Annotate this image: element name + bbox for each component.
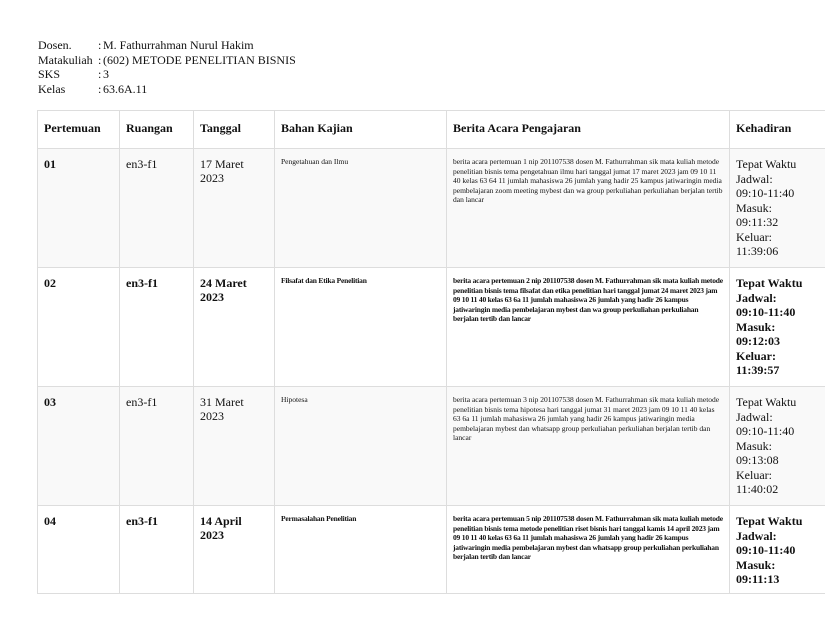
masuk-label: Masuk: bbox=[736, 200, 772, 215]
masuk-value: 09:13:08 bbox=[736, 453, 779, 467]
keluar-value: 11:39:57 bbox=[736, 363, 780, 377]
jadwal-value: 09:10-11:40 bbox=[736, 424, 795, 438]
header-kehadiran: Kehadiran bbox=[730, 111, 825, 149]
jadwal-label: Jadwal: bbox=[736, 171, 773, 186]
cell-bahan-kajian: Permasalahan Penelitian bbox=[275, 506, 447, 594]
sks-label: SKS bbox=[38, 67, 61, 81]
dosen-row: Dosen. : M. Fathurrahman Nurul Hakim bbox=[38, 38, 254, 52]
cell-tanggal: 31 Maret 2023 bbox=[194, 387, 275, 506]
cell-berita-acara: berita acara pertemuan 1 nip 201107538 dosen M. Fathurrahman sik mata kuliah metode penelitian bisnis tema pengetahuan ilmu hari tanggal jumat 17 maret 2023 jam 09 10 11 40 kelas 63 64 11 jumlah mahasiswa 26 jumlah yang hadir 25 kampus jatiwaringin media pembelajaran zoom meeting mybest dan wa group perkuliahan perkuliahan berjalan tertib dan lancar bbox=[447, 149, 730, 268]
cell-kehadiran bbox=[730, 149, 825, 268]
masuk-value: 09:11:32 bbox=[736, 215, 779, 229]
jadwal-label: Jadwal: bbox=[736, 528, 777, 543]
header-berita-acara: Berita Acara Pengajaran bbox=[447, 111, 730, 149]
matakuliah-row: Matakuliah : (602) METODE PENELITIAN BISNIS bbox=[38, 52, 296, 67]
cell-ruangan: en3-f1 bbox=[120, 268, 194, 387]
jadwal-value: 09:10-11:40 bbox=[736, 305, 796, 319]
table-header-row bbox=[38, 111, 825, 149]
cell-tanggal: 17 Maret 2023 bbox=[194, 149, 275, 268]
kelas-value: 63.6A.11 bbox=[103, 81, 148, 96]
masuk-label: Masuk: bbox=[736, 319, 776, 334]
cell-pertemuan: 02 bbox=[38, 268, 120, 387]
table-row bbox=[38, 268, 825, 387]
matakuliah-label: Matakuliah bbox=[38, 52, 93, 67]
header-ruangan: Ruangan bbox=[120, 111, 194, 149]
table-row bbox=[38, 506, 825, 594]
cell-berita-acara: berita acara pertemuan 3 nip 201107538 dosen M. Fathurrahman sik mata kuliah metode penelitian bisnis tema hipotesa hari tanggal jumat 31 maret 2023 jam 09 10 11 40 kelas 63 6a 11 jumlah mahasiswa 26 jumlah yang hadir 26 kampus jatiwaringin media pembelajaran mybest dan whatsapp group perkuliahan perkuliahan berjalan tertib dan lancar bbox=[447, 387, 730, 506]
cell-berita-acara: berita acara pertemuan 2 nip 201107538 dosen M. Fathurrahman sik mata kuliah metode penelitian bisnis tema filsafat dan etika penelitian hari tanggal jumat 24 maret 2023 jam 09 10 11 40 kelas 63 6a 11 jumlah mahasiswa 26 jumlah yang hadir 26 kampus jatiwaringin media pembelajaran mybest dan wa group perkuliahan perkuliahan berjalan tertib dan lancar bbox=[447, 268, 730, 387]
cell-bahan-kajian: Hipotesa bbox=[275, 387, 447, 506]
keluar-label: Keluar: bbox=[736, 229, 772, 244]
cell-ruangan: en3-f1 bbox=[120, 387, 194, 506]
table-row bbox=[38, 149, 825, 268]
keluar-label: Keluar: bbox=[736, 467, 772, 482]
header-tanggal: Tanggal bbox=[194, 111, 275, 149]
kelas-row: Kelas : 63.6A.11 bbox=[38, 81, 148, 96]
header-pertemuan: Pertemuan bbox=[38, 111, 120, 149]
cell-kehadiran bbox=[730, 387, 825, 506]
sks-row: SKS : 3 bbox=[38, 67, 109, 81]
cell-kehadiran bbox=[730, 268, 825, 387]
attendance-table-wrap bbox=[37, 110, 825, 594]
matakuliah-value: (602) METODE PENELITIAN BISNIS bbox=[103, 52, 296, 67]
masuk-label: Masuk: bbox=[736, 438, 772, 453]
status-text: Tepat Waktu bbox=[736, 276, 803, 290]
masuk-label: Masuk: bbox=[736, 557, 776, 572]
cell-bahan-kajian: Pengetahuan dan Ilmu bbox=[275, 149, 447, 268]
cell-tanggal: 24 Maret 2023 bbox=[194, 268, 275, 387]
cell-pertemuan: 01 bbox=[38, 149, 120, 268]
jadwal-value: 09:10-11:40 bbox=[736, 186, 795, 200]
status-text: Tepat Waktu bbox=[736, 395, 797, 409]
cell-ruangan: en3-f1 bbox=[120, 149, 194, 268]
cell-pertemuan: 04 bbox=[38, 506, 120, 594]
dosen-label: Dosen. bbox=[38, 38, 72, 52]
masuk-value: 09:11:13 bbox=[736, 572, 780, 586]
dosen-value: M. Fathurrahman Nurul Hakim bbox=[103, 38, 254, 52]
cell-bahan-kajian: Filsafat dan Etika Penelitian bbox=[275, 268, 447, 387]
keluar-label: Keluar: bbox=[736, 348, 776, 363]
attendance-table bbox=[37, 110, 825, 594]
cell-ruangan: en3-f1 bbox=[120, 506, 194, 594]
sks-value: 3 bbox=[103, 67, 109, 81]
cell-kehadiran bbox=[730, 506, 825, 594]
status-text: Tepat Waktu bbox=[736, 157, 797, 171]
jadwal-label: Jadwal: bbox=[736, 290, 777, 305]
status-text: Tepat Waktu bbox=[736, 514, 803, 528]
keluar-value: 11:40:02 bbox=[736, 482, 779, 496]
kelas-label: Kelas bbox=[38, 81, 66, 96]
masuk-value: 09:12:03 bbox=[736, 334, 780, 348]
jadwal-value: 09:10-11:40 bbox=[736, 543, 796, 557]
cell-pertemuan: 03 bbox=[38, 387, 120, 506]
jadwal-label: Jadwal: bbox=[736, 409, 773, 424]
keluar-value: 11:39:06 bbox=[736, 244, 779, 258]
cell-tanggal: 14 April 2023 bbox=[194, 506, 275, 594]
cell-berita-acara: berita acara pertemuan 5 nip 201107538 dosen M. Fathurrahman sik mata kuliah metode penelitian bisnis tema metode penelitian riset bisnis hari tanggal kamis 14 april 2023 jam 09 10 11 40 kelas 63 6a 11 jumlah mahasiswa 26 jumlah yang hadir 26 kampus jatiwaringin media pembelajaran mybest dan whatsapp group perkuliahan perkuliahan berjalan tertib dan lancar bbox=[447, 506, 730, 594]
course-info bbox=[38, 38, 296, 96]
table-row bbox=[38, 387, 825, 506]
header-bahan-kajian: Bahan Kajian bbox=[275, 111, 447, 149]
